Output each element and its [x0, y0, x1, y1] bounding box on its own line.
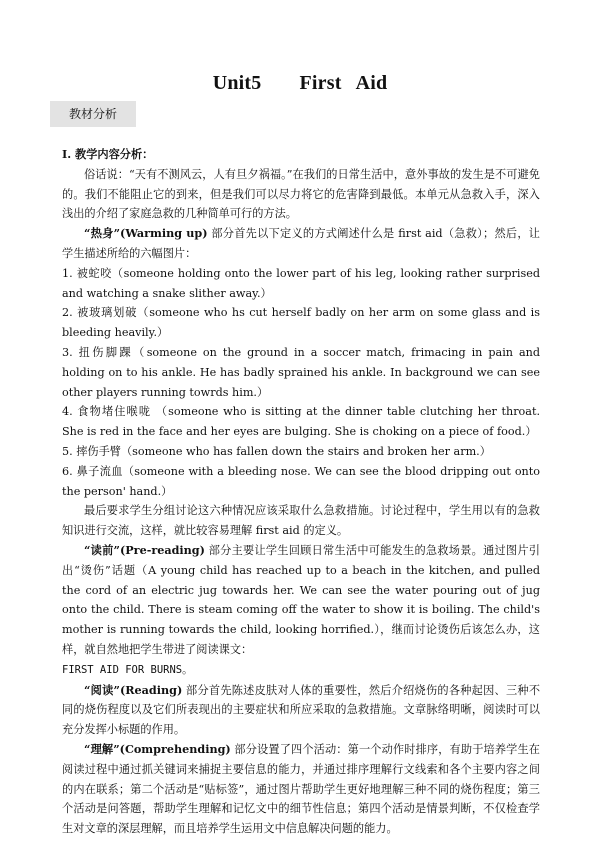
- list-item: 6. 鼻子流血（someone with a bleeding nose. We can see the blood dripping out onto the person' hand.）: [62, 464, 540, 498]
- comprehending-paragraph: [62, 740, 540, 839]
- reading-paragraph: [62, 681, 540, 740]
- prereading-label: “读前”(Pre-reading): [84, 542, 205, 557]
- list-item: 2. 被玻璃划破（someone who hs cut herself badly on her arm on some glass and is bleeding heavily.）: [62, 306, 540, 340]
- list-item: 1. 被蛇咬（someone holding onto the lower part of his leg, looking rather surprised and watching a snake slither away.）: [62, 266, 540, 300]
- section-tag: 教材分析: [50, 101, 136, 127]
- section-heading: I. 教学内容分析：: [62, 147, 154, 161]
- list-item: 4. 食物堵住喉咙 （someone who is sitting at the dinner table clutching her throat. She is red in the face and her eyes are bulging. She is choking on a piece of food.）: [62, 405, 540, 439]
- list-item: 3. 扭伤脚踝（someone on the ground in a soccer match, frimacing in pain and holding on to his ankle. He has badly sprained his ankle. In background we can see other players running towrds him.）: [62, 345, 540, 399]
- reading-text: 部分首先陈述皮肤对人体的重要性，然后介绍烧伤的各种起因、三种不同的烧伤程度以及它们所表现出的主要症状和所应采取的急救措施。文章脉络明晰，阅读时可以充分发挥小标题的作用。: [62, 683, 541, 737]
- warmup-paragraph: [62, 224, 540, 264]
- page-title: [0, 72, 600, 95]
- content-body: [62, 145, 540, 839]
- comprehending-text: 部分设置了四个活动：第一个动作时排序，有助于培养学生在阅读过程中通过抓关键词来捕捉主要信息的能力，并通过排序理解行文线索和各个主要内容之间的内在联系；第二个活动是“贴标签”，通过图片帮助学生更好地理解三种不同的烧伤程度；第三个活动是问答题，帮助学生理解和记忆文中的细节性信息；第四个活动是情景判断，不仅检查学生对文章的深层理解，而且培养学生运用文中信息解决问题的能力。: [62, 742, 540, 836]
- warmup-label: “热身”(Warming up): [84, 226, 208, 241]
- comprehending-label: “理解”(Comprehending): [84, 741, 231, 756]
- title-unit: Unit5: [212, 72, 262, 94]
- title-word-first: First: [299, 72, 342, 94]
- intro-paragraph: 俗话说：“天有不测风云，人有旦夕祸福。”在我们的日常生活中，意外事故的发生是不可避免的。我们不能阻止它的到来，但是我们可以尽力将它的危害降到最低。本单元从急救入手，深入浅出的介绍了家庭急救的几种简单可行的方法。: [62, 167, 540, 221]
- reading-label: “阅读”(Reading): [84, 682, 183, 697]
- title-word-aid: Aid: [355, 72, 388, 94]
- discussion-paragraph: 最后要求学生分组讨论这六种情况应该采取什么急救措施。讨论过程中，学生用以有的急救知识进行交流，这样，就比较容易理解 first aid 的定义。: [62, 504, 540, 538]
- passage-title: FIRST AID FOR BURNS。: [62, 663, 193, 676]
- prereading-paragraph: [62, 541, 540, 681]
- warmup-text: 部分首先以下定义的方式阐述什么是 first aid（急救）；然后，让学生描述所给的六幅图片：: [62, 227, 540, 260]
- prereading-text: 部分主要让学生回顾日常生活中可能发生的急救场景。通过图片引出“烫伤”话题（A young child has reached up to a beach in the kitchen, and pulled the cord of an electric jug towards her. We can see the water pouring out of jug onto the child. There is steam coming off the water to show it is boiling. The child's mother is running towards the child, looking horrified.），继而讨论烫伤后该怎么办，这样，就自然地把学生带进了阅读课文：: [62, 543, 540, 656]
- list-item: 5. 摔伤手臂（someone who has fallen down the stairs and broken her arm.）: [62, 444, 491, 458]
